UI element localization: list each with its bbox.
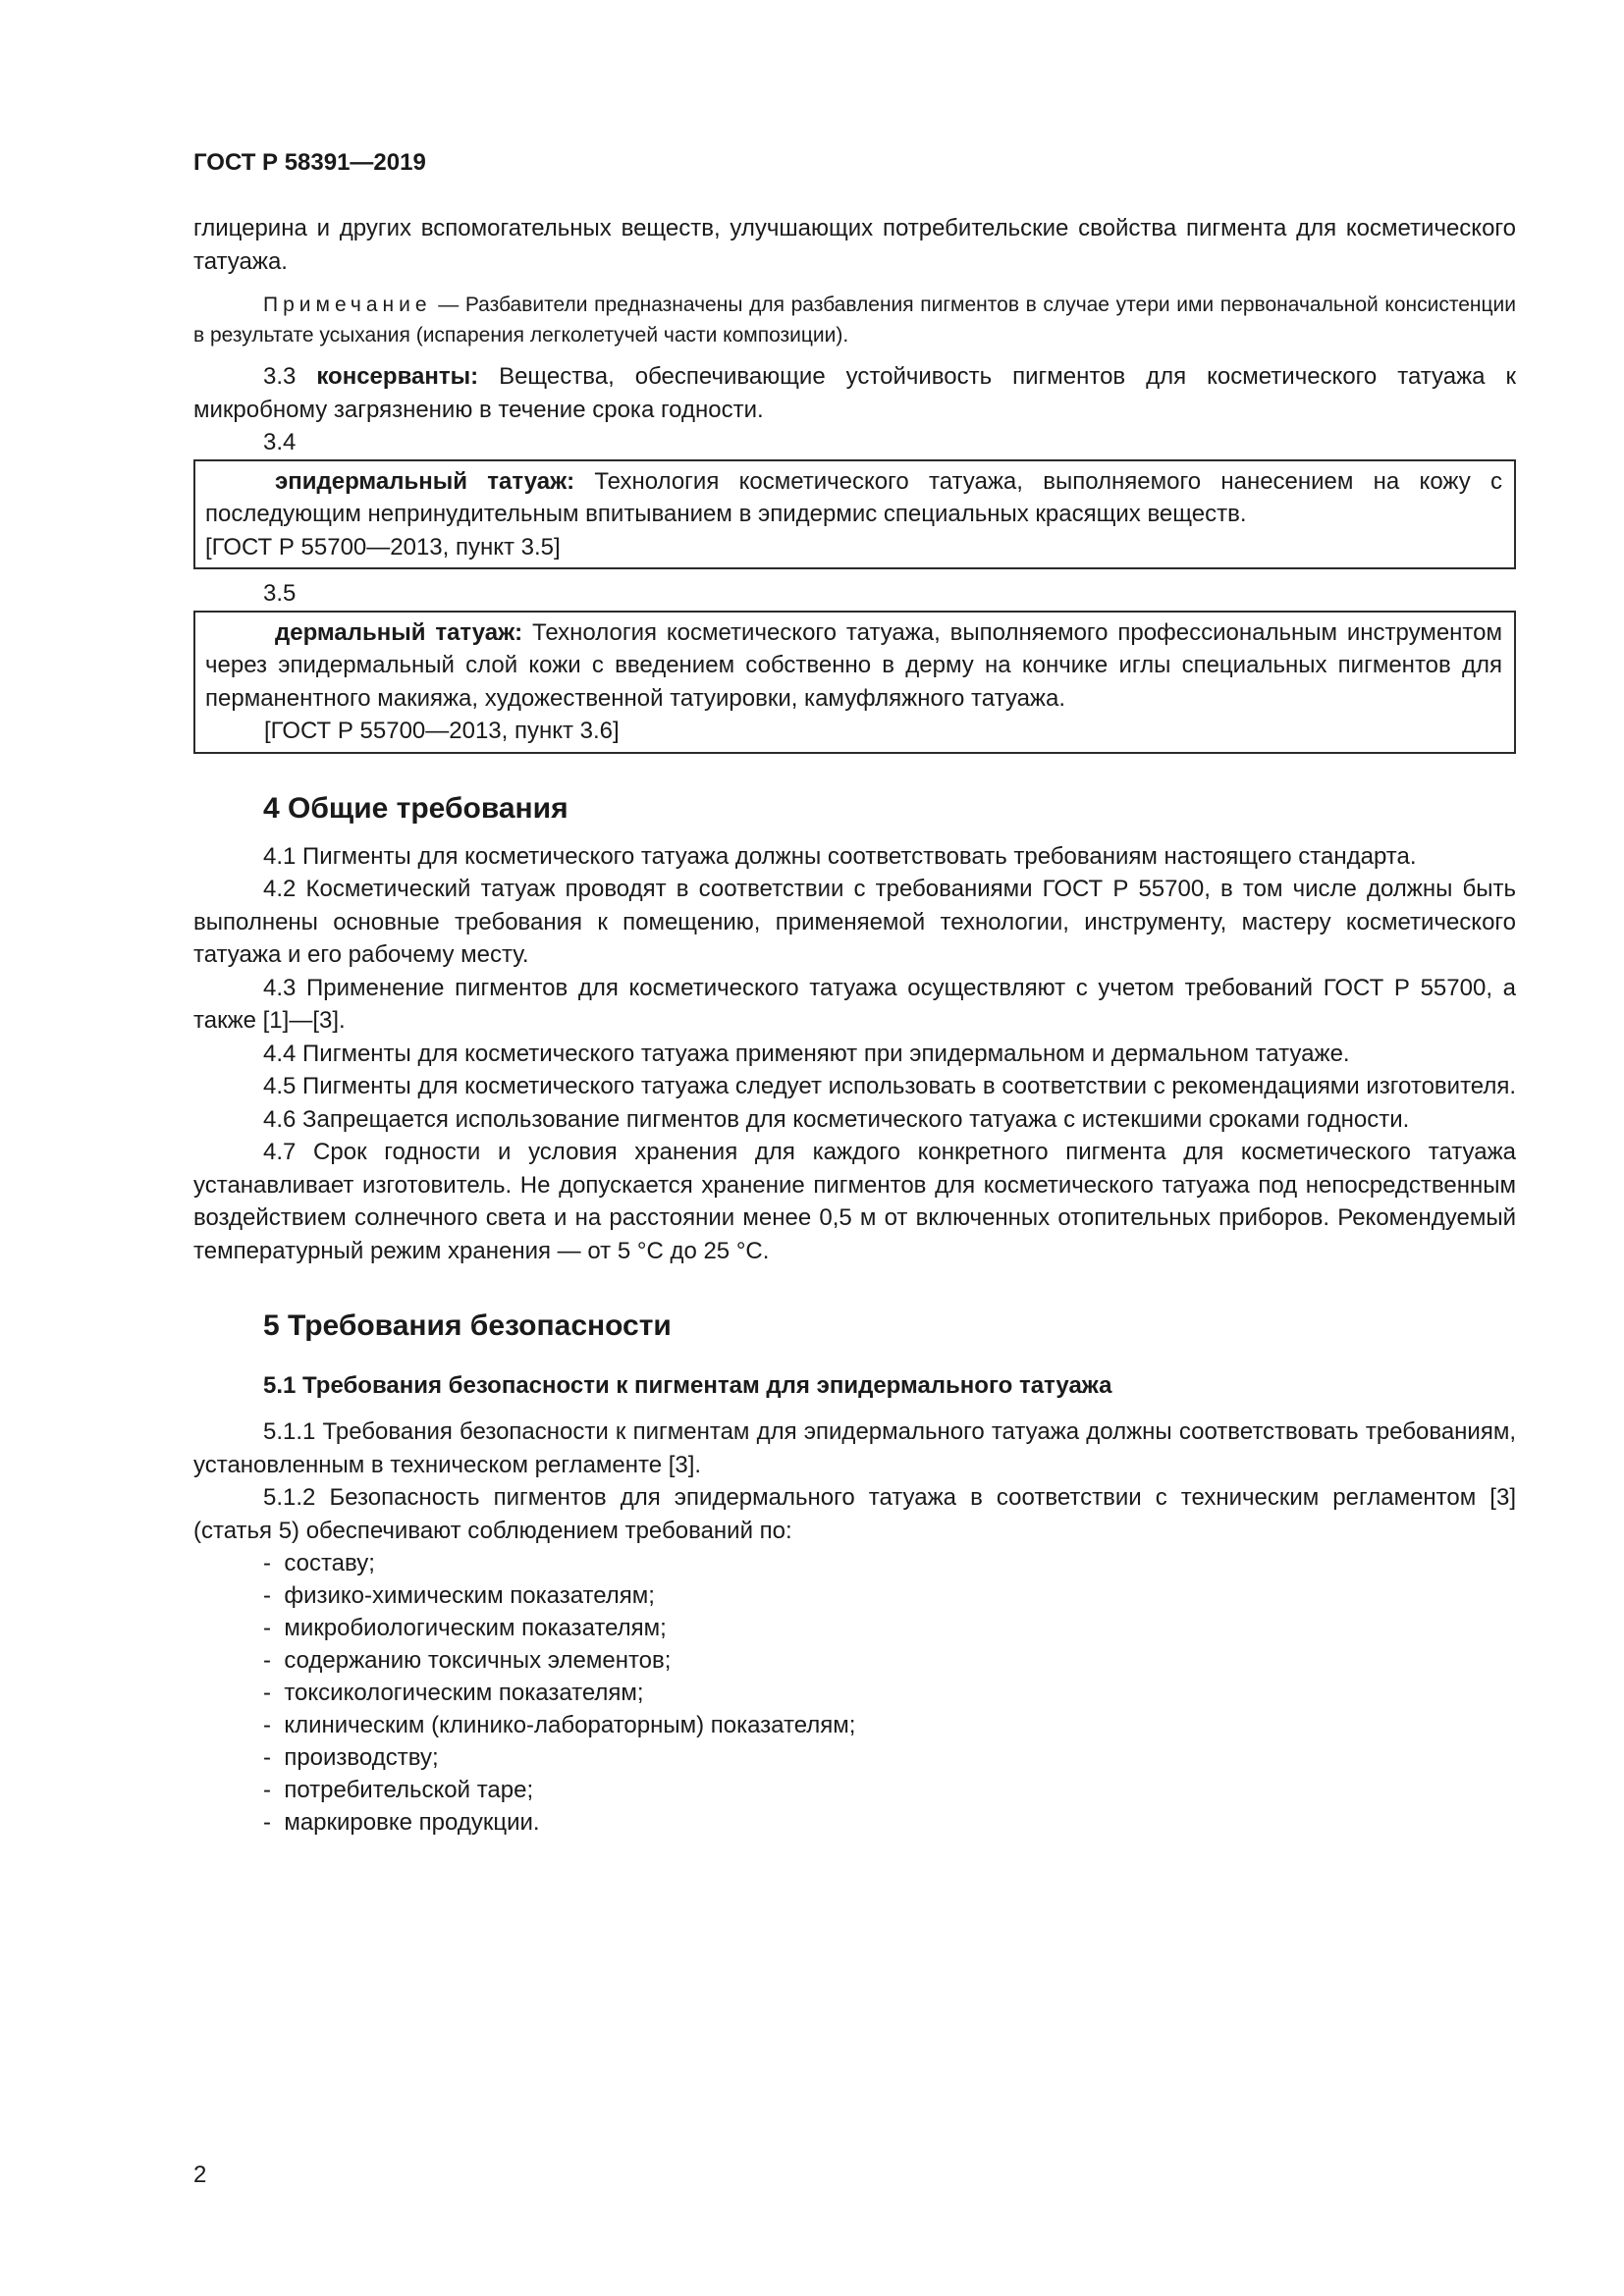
definition-box-3-5 bbox=[193, 611, 1516, 754]
intro-paragraph: глицерина и других вспомогательных веществ, улучшающих потребительские свойства пигмента для косметического татуажа. bbox=[193, 215, 1516, 275]
clause-4-2: 4.2 Косметический татуаж проводят в соответствии с требованиями ГОСТ Р 55700, в том числе должны быть выполнены основные требования к помещению, применяемой технологии, инструменту, мастеру косметического татуажа и его рабочему месту. bbox=[193, 876, 1516, 968]
definition-3-4-term: эпидермальный татуаж: bbox=[275, 467, 575, 495]
clause-4-4: 4.4 Пигменты для косметического татуажа применяют при эпидермальном и дермальном татуаже. bbox=[263, 1040, 1350, 1067]
clause-4-7: 4.7 Срок годности и условия хранения для каждого конкретного пигмента для косметического татуажа устанавливает изготовитель. Не допускается хранение пигментов для косметического татуажа под непосредственным воздействием солнечного света и на расстоянии менее 0,5 м от включенных отопительных приборов. Рекомендуемый температурный режим хранения — от 5 °С до 25 °С. bbox=[193, 1139, 1516, 1264]
section-5-body bbox=[193, 1415, 1516, 1839]
list-item: - производству; bbox=[263, 1741, 1516, 1774]
definition-3-4-reference: [ГОСТ Р 55700—2013, пункт 3.5] bbox=[205, 533, 561, 561]
clause-3-4-number: 3.4 bbox=[263, 429, 297, 455]
list-item: - составу; bbox=[263, 1547, 1516, 1579]
section-4-heading: 4 Общие требования bbox=[263, 791, 568, 825]
document-page bbox=[193, 147, 1516, 1839]
clause-5-1-2: 5.1.2 Безопасность пигментов для эпидермального татуажа в соответствии с техническим регламентом [3] (статья 5) обеспечивают соблюдением требований по: bbox=[193, 1484, 1516, 1544]
clause-3-3-number: 3.3 bbox=[263, 363, 297, 390]
note-text: — Разбавители предназначены для разбавления пигментов в случае утери ими первоначальной консистенции в результате усыхания (испарения легколетучей части композиции). bbox=[193, 294, 1516, 347]
definition-3-5-text: Технология косметического татуажа, выполняемого профессиональным инструментом через эпидермальный слой кожи с введением собственно в дерму на кончике иглы специальных пигментов для перманентного макияжа, художественной татуировки, камуфляжного татуажа. bbox=[205, 618, 1503, 712]
requirements-list bbox=[193, 1547, 1516, 1839]
page-number: 2 bbox=[193, 2162, 207, 2188]
list-item: - физико-химическим показателям; bbox=[263, 1579, 1516, 1612]
clause-3-3-term: консерванты: bbox=[316, 363, 479, 390]
list-item: - потребительской таре; bbox=[263, 1774, 1516, 1806]
definition-3-5-reference: [ГОСТ Р 55700—2013, пункт 3.6] bbox=[264, 718, 620, 744]
definition-3-4 bbox=[205, 465, 1502, 531]
section-4-body bbox=[193, 840, 1516, 1268]
definition-3-5-term: дермальный татуаж: bbox=[275, 618, 523, 646]
clause-4-1: 4.1 Пигменты для косметического татуажа должны соответствовать требованиям настоящего стандарта. bbox=[263, 842, 1417, 870]
list-item: - клиническим (клинико-лабораторным) показателям; bbox=[263, 1709, 1516, 1741]
definition-3-5 bbox=[205, 616, 1502, 716]
list-item: - маркировке продукции. bbox=[263, 1806, 1516, 1839]
clause-4-5: 4.5 Пигменты для косметического татуажа следует использовать в соответствии с рекомендациями изготовителя. bbox=[263, 1073, 1517, 1099]
section-5-heading: 5 Требования безопасности bbox=[263, 1309, 672, 1342]
clause-4-6: 4.6 Запрещается использование пигментов для косметического татуажа с истекшими сроками годности. bbox=[263, 1105, 1410, 1133]
document-code: ГОСТ Р 58391—2019 bbox=[193, 149, 426, 176]
note-label: Примечание bbox=[263, 294, 432, 316]
clause-5-1-1: 5.1.1 Требования безопасности к пигментам для эпидермального татуажа должны соответствовать требованиям, установленным в техническом регламенте [3]. bbox=[193, 1418, 1516, 1478]
list-item: - токсикологическим показателям; bbox=[263, 1677, 1516, 1709]
clause-3-3 bbox=[193, 360, 1516, 426]
clause-3-3-text: Вещества, обеспечивающие устойчивость пигментов для косметического татуажа к микробному загрязнению в течение срока годности. bbox=[193, 363, 1516, 423]
subsection-5-1-heading: 5.1 Требования безопасности к пигментам для эпидермального татуажа bbox=[263, 1372, 1112, 1399]
clause-4-3: 4.3 Применение пигментов для косметического татуажа осуществляют с учетом требований ГОСТ Р 55700, а также [1]—[3]. bbox=[193, 974, 1516, 1034]
list-item: - микробиологическим показателям; bbox=[263, 1612, 1516, 1644]
list-item: - содержанию токсичных элементов; bbox=[263, 1644, 1516, 1677]
note-paragraph bbox=[193, 290, 1516, 350]
definition-3-4-text: Технология косметического татуажа, выполняемого нанесением на кожу с последующим непринудительным впитыванием в эпидермис специальных красящих веществ. bbox=[205, 467, 1503, 527]
definition-box-3-4 bbox=[193, 459, 1516, 570]
clause-3-5-number: 3.5 bbox=[263, 580, 297, 607]
